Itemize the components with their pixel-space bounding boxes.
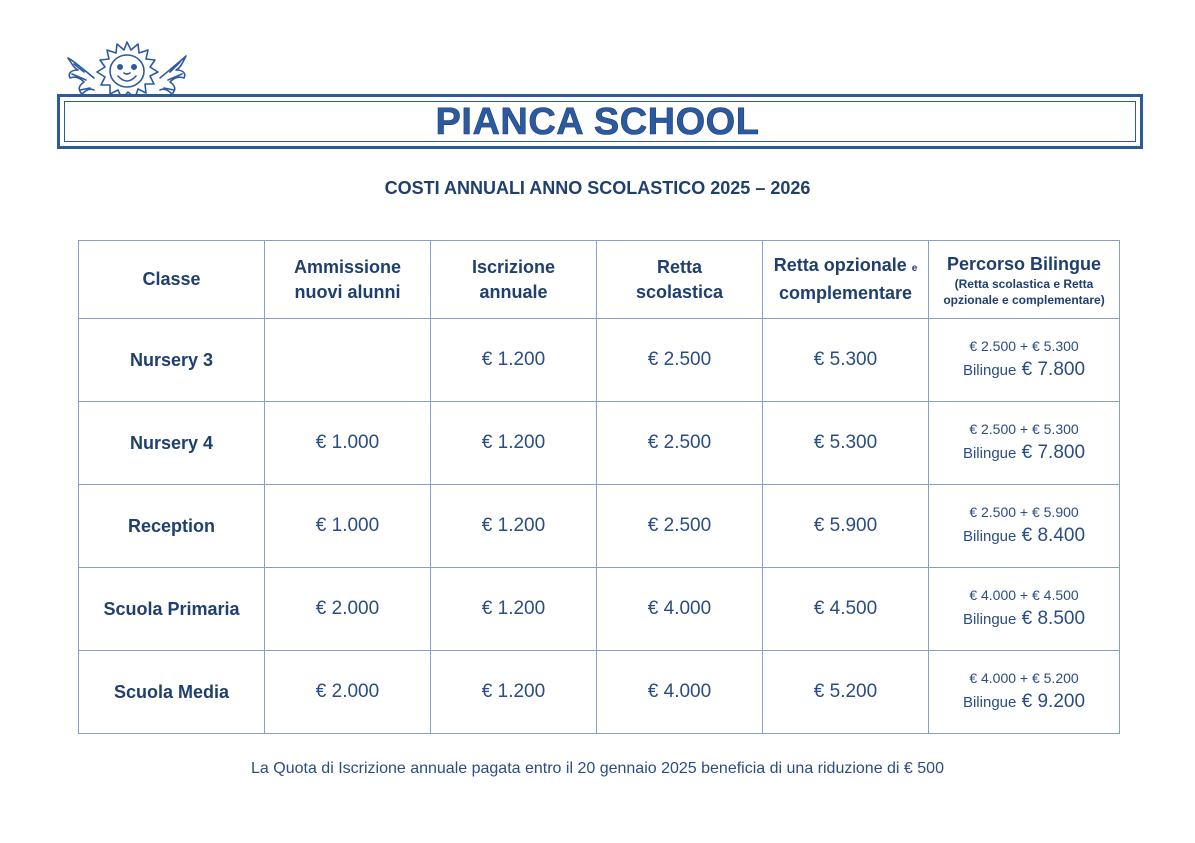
cell-opzionale: € 4.500 (763, 568, 929, 651)
cell-classe: Nursery 3 (79, 319, 265, 402)
cell-bilingue (929, 651, 1120, 734)
bilingue-total: Bilingue € 8.500 (962, 607, 1086, 629)
cell-classe: Scuola Media (79, 651, 265, 734)
cell-iscrizione: € 1.200 (431, 568, 597, 651)
table-row (79, 402, 1120, 485)
cell-opzionale: € 5.900 (763, 485, 929, 568)
table-row (79, 568, 1120, 651)
header-classe: Classe (79, 241, 265, 319)
bilingue-calc: € 4.000 + € 4.500 (969, 586, 1079, 603)
cell-retta: € 2.500 (597, 319, 763, 402)
discount-note: La Quota di Iscrizione annuale pagata entro il 20 gennaio 2025 beneficia di una riduzione di € 500 (251, 760, 944, 777)
cell-classe: Scuola Primaria (79, 568, 265, 651)
cell-ammissione: € 2.000 (265, 568, 431, 651)
cell-classe: Reception (79, 485, 265, 568)
bilingue-calc: € 4.000 + € 5.200 (969, 669, 1079, 686)
document-title: COSTI ANNUALI ANNO SCOLASTICO 2025 – 2026 (384, 178, 811, 198)
cell-bilingue (929, 485, 1120, 568)
cell-ammissione: € 1.000 (265, 402, 431, 485)
table-row (79, 651, 1120, 734)
bilingue-calc: € 2.500 + € 5.300 (969, 420, 1079, 437)
cell-bilingue (929, 568, 1120, 651)
cell-iscrizione: € 1.200 (431, 402, 597, 485)
bilingue-total: Bilingue € 9.200 (962, 690, 1086, 712)
cell-retta: € 4.000 (597, 568, 763, 651)
cell-iscrizione: € 1.200 (431, 485, 597, 568)
bilingue-calc: € 2.500 + € 5.900 (969, 503, 1079, 520)
header-retta: Retta scolastica (597, 241, 763, 319)
header-iscrizione: Iscrizione annuale (431, 241, 597, 319)
cell-iscrizione: € 1.200 (431, 319, 597, 402)
cell-ammissione: € 2.000 (265, 651, 431, 734)
cell-classe: Nursery 4 (79, 402, 265, 485)
header-bilingue: Percorso Bilingue (Retta scolastica e Retta opzionale e complementare) (929, 241, 1120, 319)
cell-retta: € 4.000 (597, 651, 763, 734)
cell-iscrizione: € 1.200 (431, 651, 597, 734)
school-name: PIANCA SCHOOL (435, 101, 760, 143)
cell-ammissione: € 1.000 (265, 485, 431, 568)
cell-bilingue (929, 319, 1120, 402)
cell-opzionale: € 5.300 (763, 319, 929, 402)
bilingue-total: Bilingue € 7.800 (962, 441, 1086, 463)
cell-retta: € 2.500 (597, 402, 763, 485)
header-opzionale: Retta opzionale e complementare (763, 241, 929, 319)
cell-opzionale: € 5.200 (763, 651, 929, 734)
fees-table (78, 240, 1120, 734)
cell-bilingue (929, 402, 1120, 485)
table-row (79, 319, 1120, 402)
cell-opzionale: € 5.300 (763, 402, 929, 485)
bilingue-total: Bilingue € 7.800 (962, 358, 1086, 380)
cell-retta: € 2.500 (597, 485, 763, 568)
cell-ammissione (265, 319, 431, 402)
bilingue-calc: € 2.500 + € 5.300 (969, 337, 1079, 354)
header-ammissione: Ammissione nuovi alunni (265, 241, 431, 319)
bilingue-total: Bilingue € 8.400 (962, 524, 1086, 546)
table-header-row (79, 241, 1120, 319)
table-row (79, 485, 1120, 568)
